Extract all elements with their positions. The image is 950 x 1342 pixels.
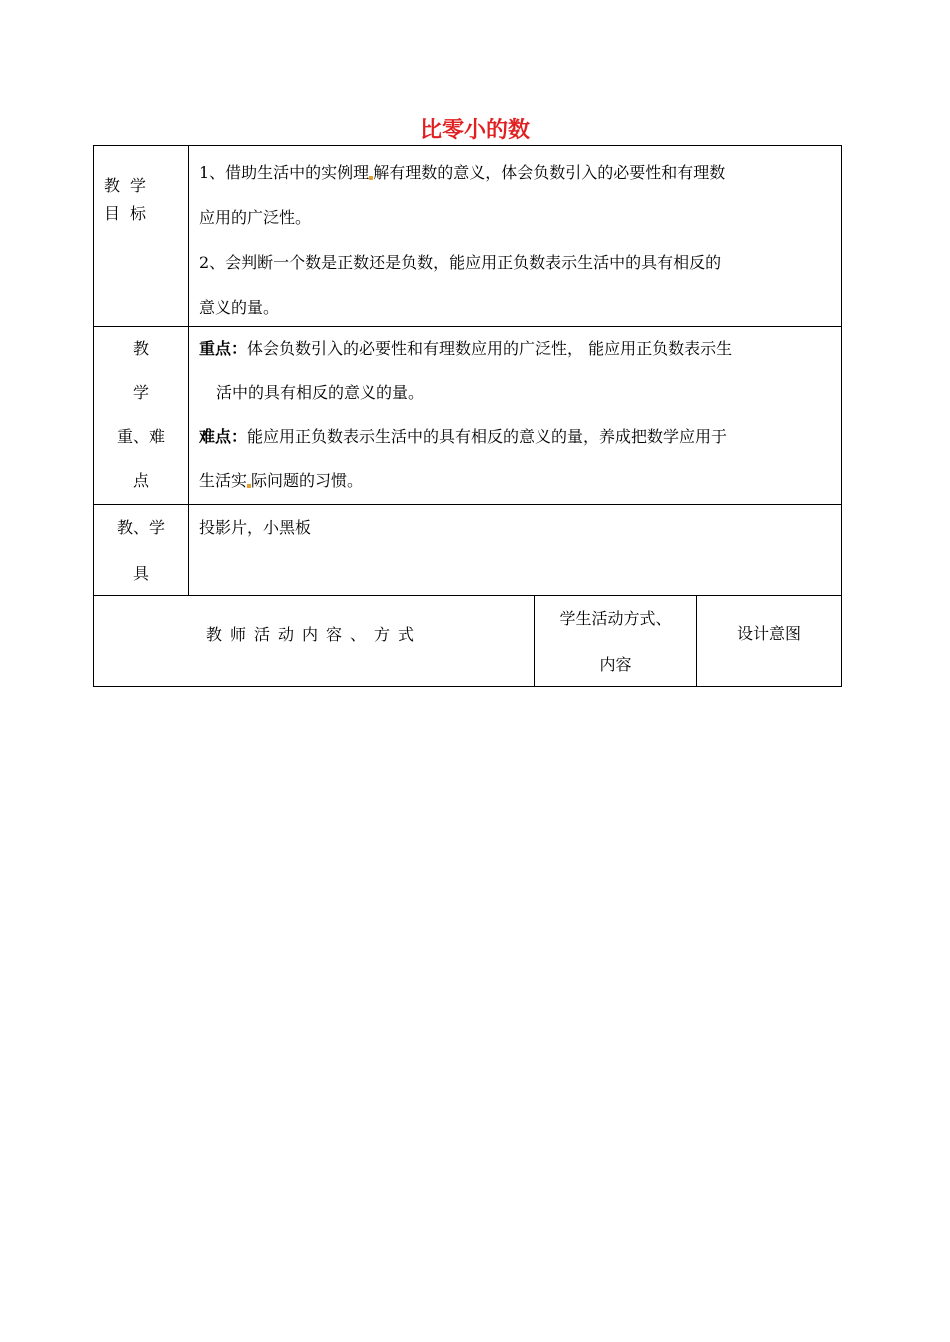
lesson-plan-table bbox=[93, 145, 842, 687]
difficult-point-cont-part1: 生活实 bbox=[199, 471, 248, 490]
student-activity-header-line1: 学生活动方式、 bbox=[559, 609, 672, 628]
keypoints-label bbox=[94, 327, 189, 504]
goals-item1-part1: 1、借助生活中的实例理 bbox=[199, 163, 370, 182]
teacher-activity-header: 教师活动内容、方式 bbox=[94, 596, 535, 686]
student-activity-header-line2: 内容 bbox=[599, 655, 632, 674]
keypoints-content bbox=[189, 327, 842, 504]
difficult-point-label: 难点： bbox=[199, 427, 248, 446]
goals-item1-cont: 应用的广泛性。 bbox=[199, 208, 312, 227]
key-point-text: 体会负数引入的必要性和有理数应用的广泛性， 能应用正负数表示生 bbox=[247, 339, 733, 358]
keypoints-label-line1: 教 bbox=[132, 339, 149, 358]
difficult-point-cont bbox=[199, 459, 833, 503]
table-row-tools bbox=[94, 505, 842, 596]
page-title: 比零小的数 bbox=[419, 118, 530, 143]
key-point-label: 重点： bbox=[199, 339, 248, 358]
key-point-cont: 活中的具有相反的意义的量。 bbox=[216, 383, 425, 402]
difficult-point bbox=[199, 415, 833, 459]
goals-content bbox=[189, 146, 842, 326]
table-row-goals bbox=[94, 146, 842, 327]
table-row-keypoints bbox=[94, 327, 842, 505]
design-intent-header: 设计意图 bbox=[697, 596, 842, 686]
difficult-point-cont-part2: 际问题的习惯。 bbox=[251, 471, 364, 490]
tools-label bbox=[94, 505, 189, 595]
goals-item2-cont: 意义的量。 bbox=[199, 298, 280, 317]
difficult-point-text: 能应用正负数表示生活中的具有相反的意义的量，养成把数学应用于 bbox=[247, 427, 728, 446]
goals-item2: 2、会判断一个数是正数还是负数，能应用正负数表示生活中的具有相反的 bbox=[199, 253, 722, 272]
tools-label-line2: 具 bbox=[132, 564, 149, 583]
student-activity-header bbox=[535, 596, 697, 686]
table-row-activity-header bbox=[94, 596, 842, 687]
goals-item1-part2: 解有理数的意义，体会负数引入的必要性和有理数 bbox=[373, 163, 726, 182]
tools-label-line1: 教、学 bbox=[116, 518, 165, 537]
keypoints-label-line3: 重、难 bbox=[116, 427, 165, 446]
keypoints-label-line4: 点 bbox=[132, 471, 149, 490]
goals-label: 教学目标 bbox=[94, 146, 189, 326]
tools-value: 投影片，小黑板 bbox=[189, 505, 842, 595]
goals-item1 bbox=[199, 150, 833, 195]
key-point bbox=[199, 327, 833, 371]
keypoints-label-line2: 学 bbox=[132, 383, 149, 402]
